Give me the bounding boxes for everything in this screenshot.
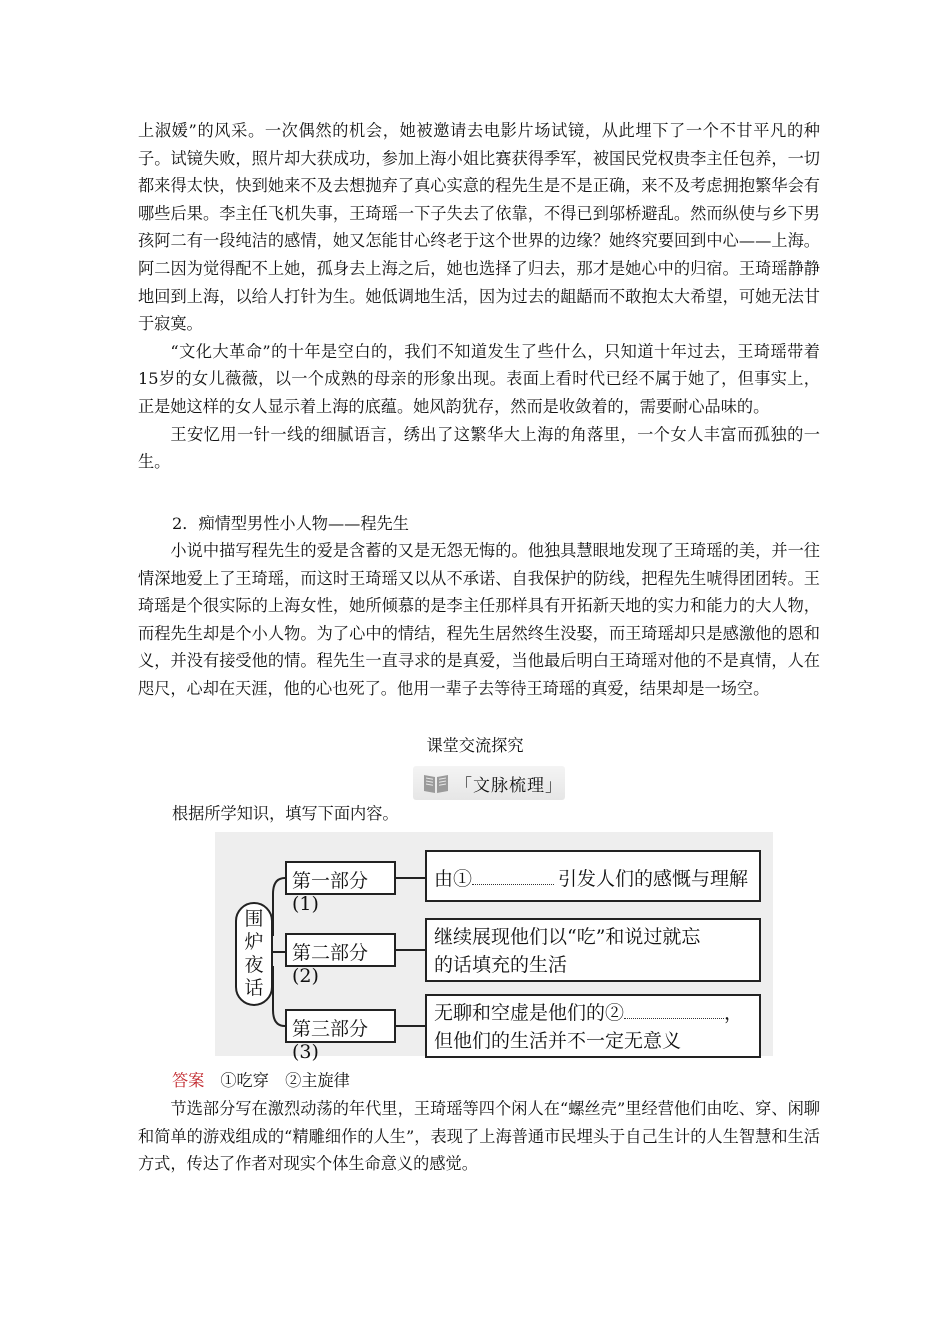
instruction-text: 根据所学知识，填写下面内容。: [172, 804, 399, 823]
answer-label: 答案: [172, 1071, 205, 1090]
intro-paragraphs: [138, 117, 820, 476]
section-title: 课堂交流探究: [426, 736, 524, 755]
paragraph-wang-anyi: 王安忆用一针一线的细腻语言，绣出了这繁华大上海的角落里，一个女人丰富而孤独的一生。: [138, 424, 820, 472]
part-one-suffix: 引发人们的感慨与理解: [558, 868, 749, 890]
blank-two: [624, 1018, 724, 1019]
structure-diagram: [215, 832, 773, 1063]
badge-label: 「文脉梳理」: [455, 775, 563, 796]
part-two-line1: 继续展现他们以“吃”和说过就忘: [434, 926, 701, 948]
final-section: [138, 1095, 820, 1178]
blank-one: [472, 884, 554, 885]
part-three-label: 第三部分(3): [285, 1009, 396, 1043]
answer-text: ①吃穿 ②主旋律: [220, 1071, 350, 1090]
part-three-content: [425, 994, 761, 1058]
answer-line: [172, 1067, 350, 1095]
center-char: 炉: [244, 931, 264, 953]
center-oval: [235, 902, 273, 1006]
center-char: 夜: [244, 954, 264, 976]
part-three-comma: ，: [724, 1002, 744, 1024]
part-two-label: 第二部分(2): [285, 933, 396, 967]
center-char: 围: [244, 908, 264, 930]
section-badge: [413, 766, 565, 800]
part-one-label: 第一部分(1): [285, 861, 396, 895]
part-two-line2: 的话填充的生活: [434, 954, 568, 976]
part-three-line2: 但他们的生活并不一定无意义: [434, 1030, 682, 1052]
cheng-section: [138, 537, 820, 703]
part-two-content: [425, 918, 761, 982]
paragraph-final: 节选部分写在激烈动荡的年代里，王琦瑶等四个闲人在“螺丝壳”里经营他们由吃、穿、闲聊和简单的游戏组成的“精雕细作的人生”，表现了上海普通市民埋头于自己生计的人生智慧和生活方式，传达了作者对现实个体生命意义的感觉。: [138, 1099, 820, 1174]
center-char: 话: [244, 977, 264, 999]
paragraph-cheng: 小说中描写程先生的爱是含蓄的又是无怨无悔的。他独具慧眼地发现了王琦瑶的美，并一往情深地爱上了王琦瑶，而这时王琦瑶又以从不承诺、自我保护的防线，把程先生唬得团团转。王琦瑶是个很实际的上海女性，她所倾慕的是李主任那样具有开拓新天地的实力和能力的大人物，而程先生却是个小人物。为了心中的情结，程先生居然终生没娶，而王琦瑶却只是感激他的恩和义，并没有接受他的情。程先生一直寻求的是真爱，当他最后明白王琦瑶对他的不是真情，人在咫尺，心却在天涯，他的心也死了。他用一辈子去等待王琦瑶的真爱，结果却是一场空。: [138, 541, 820, 698]
paragraph-cultural-revolution: “文化大革命”的十年是空白的，我们不知道发生了些什么，只知道十年过去，王琦瑶带着15岁的女儿薇薇，以一个成熟的母亲的形象出现。表面上看时代已经不属于她了，但事实上，正是她这样的女人显示着上海的底蕴。她风韵犹存，然而是收敛着的，需要耐心品味的。: [138, 341, 820, 416]
part-one-content: [425, 850, 761, 902]
book-icon: [423, 772, 449, 794]
subheading-cheng: 2．痴情型男性小人物——程先生: [172, 514, 409, 533]
part-one-prefix: 由①: [434, 868, 473, 890]
part-three-prefix: 无聊和空虚是他们的②: [434, 1002, 625, 1024]
paragraph-wang-life: 上淑媛”的风采。一次偶然的机会，她被邀请去电影片场试镜，从此埋下了一个不甘平凡的种子。试镜失败，照片却大获成功，参加上海小姐比赛获得季军，被国民党权贵李主任包养，一切都来得太快，快到她来不及去想抛弃了真心实意的程先生是不是正确，来不及考虑拥抱繁华会有哪些后果。李主任飞机失事，王琦瑶一下子失去了依靠，不得已到邬桥避乱。然而纵使与乡下男孩阿二有一段纯洁的感情，她又怎能甘心终老于这个世界的边缘？她终究要回到中心——上海。阿二因为觉得配不上她，孤身去上海之后，她也选择了归去，那才是她心中的归宿。王琦瑶静静地回到上海，以给人打针为生。她低调地生活，因为过去的龃龉而不敢抱太大希望，可她无法甘于寂寞。: [138, 121, 820, 334]
